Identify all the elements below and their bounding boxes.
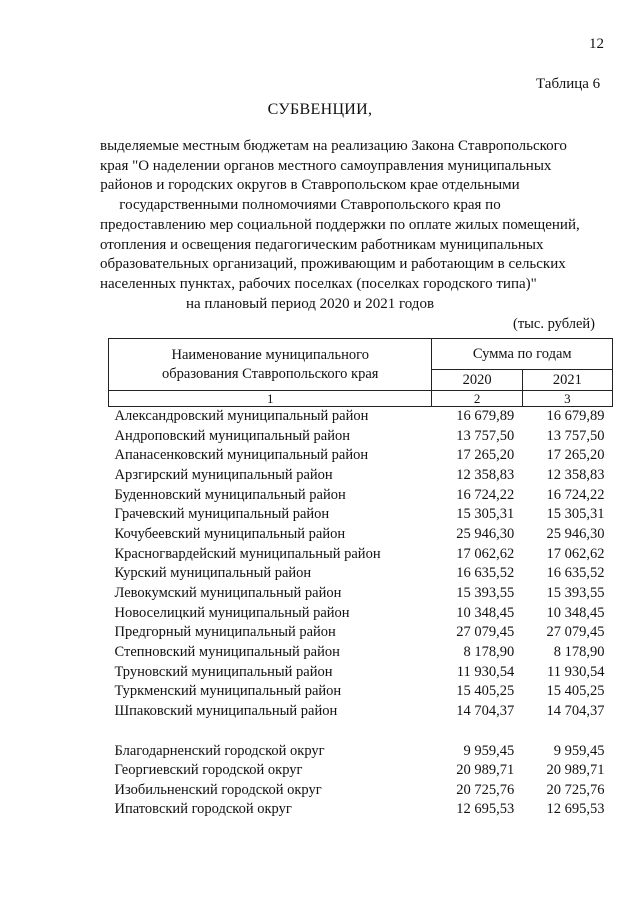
table-row bbox=[109, 761, 613, 781]
municipality-name: Левокумский муниципальный район bbox=[114, 584, 342, 601]
value-2021: 12 695,53 bbox=[546, 801, 605, 818]
municipality-name: Шпаковский муниципальный район bbox=[114, 702, 338, 719]
table-row bbox=[109, 682, 613, 702]
value-2021: 14 704,37 bbox=[546, 702, 605, 719]
table-row bbox=[109, 446, 613, 466]
value-2020: 17 062,62 bbox=[456, 545, 515, 562]
header-name-line1: Наименование муниципального bbox=[171, 346, 369, 363]
value-2020: 16 679,89 bbox=[456, 408, 515, 424]
value-2020: 20 725,76 bbox=[456, 781, 515, 798]
municipality-name: Труновский муниципальный район bbox=[114, 663, 333, 680]
value-2021: 20 989,71 bbox=[546, 762, 605, 779]
header-year-2020: 2020 bbox=[432, 370, 522, 391]
value-2020: 25 946,30 bbox=[456, 525, 515, 542]
description-line: населенных пунктах, рабочих поселках (поселках городского типа)" bbox=[100, 275, 537, 292]
municipality-name: Грачевский муниципальный район bbox=[114, 506, 330, 523]
table-row bbox=[109, 781, 613, 801]
value-2020: 16 724,22 bbox=[456, 486, 515, 503]
municipality-name: Степновский муниципальный район bbox=[114, 643, 340, 660]
value-2021: 15 393,55 bbox=[546, 584, 605, 601]
description-line: предоставлению мер социальной поддержки по оплате жилых помещений, bbox=[100, 216, 580, 233]
page-number: 12 bbox=[589, 36, 604, 52]
municipality-name: Курский муниципальный район bbox=[114, 565, 312, 582]
value-2020: 20 989,71 bbox=[456, 762, 515, 779]
header-name-line2: образования Ставропольского края bbox=[162, 365, 379, 382]
value-2021: 12 358,83 bbox=[546, 466, 605, 483]
value-2020: 15 393,55 bbox=[456, 584, 515, 601]
value-2020: 12 695,53 bbox=[456, 801, 515, 818]
header-sum-by-years: Сумма по годам bbox=[432, 339, 613, 370]
value-2020: 15 405,25 bbox=[456, 683, 515, 700]
table-row bbox=[109, 604, 613, 624]
value-2021: 16 679,89 bbox=[546, 408, 605, 424]
municipality-name: Кочубеевский муниципальный район bbox=[114, 525, 346, 542]
header-year-2021: 2021 bbox=[522, 370, 612, 391]
units-label: (тыс. рублей) bbox=[513, 316, 595, 332]
document-description bbox=[100, 137, 580, 314]
value-2020: 17 265,20 bbox=[456, 447, 515, 464]
table-row bbox=[109, 545, 613, 565]
table-row bbox=[109, 742, 613, 762]
value-2020: 10 348,45 bbox=[456, 604, 515, 621]
value-2021: 15 305,31 bbox=[546, 506, 605, 523]
group-spacer bbox=[109, 722, 613, 742]
value-2021: 20 725,76 bbox=[546, 781, 605, 798]
value-2021: 27 079,45 bbox=[546, 624, 605, 641]
municipality-name: Туркменский муниципальный район bbox=[114, 683, 342, 700]
table-row bbox=[109, 466, 613, 486]
municipality-name: Апанасенковский муниципальный район bbox=[114, 447, 369, 464]
municipality-name: Андроповский муниципальный район bbox=[114, 427, 350, 444]
document-title: СУБВЕНЦИИ, bbox=[267, 101, 373, 118]
value-2021: 17 265,20 bbox=[546, 447, 605, 464]
value-2021: 16 635,52 bbox=[546, 565, 605, 582]
description-line: на плановый период 2020 и 2021 годов bbox=[185, 295, 435, 312]
municipality-name: Предгорный муниципальный район bbox=[114, 624, 336, 641]
table-row bbox=[109, 525, 613, 545]
value-2020: 8 178,90 bbox=[463, 643, 515, 660]
table-row bbox=[109, 623, 613, 643]
subsidies-table bbox=[108, 338, 613, 820]
value-2021: 10 348,45 bbox=[546, 604, 605, 621]
value-2020: 12 358,83 bbox=[456, 466, 515, 483]
value-2021: 13 757,50 bbox=[546, 427, 605, 444]
value-2021: 15 405,25 bbox=[546, 683, 605, 700]
table-row bbox=[109, 663, 613, 683]
value-2021: 17 062,62 bbox=[546, 545, 605, 562]
value-2021: 11 930,54 bbox=[547, 663, 605, 680]
table-row bbox=[109, 800, 613, 820]
table-row bbox=[109, 702, 613, 722]
header-index-2: 2 bbox=[432, 391, 522, 407]
municipality-name: Новоселицкий муниципальный район bbox=[114, 604, 350, 621]
table-row bbox=[109, 584, 613, 604]
table-row bbox=[109, 564, 613, 584]
municipality-name: Буденновский муниципальный район bbox=[114, 486, 346, 503]
table-row bbox=[109, 407, 613, 427]
table-label: Таблица 6 bbox=[536, 76, 601, 92]
description-line: образовательных организаций, проживающим и работающим в сельских bbox=[100, 256, 566, 273]
description-line: государственными полномочиями Ставропольского края по bbox=[119, 197, 501, 214]
value-2020: 11 930,54 bbox=[456, 663, 515, 680]
table-row bbox=[109, 505, 613, 525]
description-line: районов и городских округов в Ставропольском крае отдельными bbox=[100, 177, 520, 194]
value-2021: 16 724,22 bbox=[546, 486, 605, 503]
value-2021: 9 959,45 bbox=[553, 742, 605, 759]
municipality-name: Благодарненский городской округ bbox=[114, 742, 325, 759]
header-index-3: 3 bbox=[522, 391, 612, 407]
value-2021: 25 946,30 bbox=[546, 525, 605, 542]
municipality-name: Красногвардейский муниципальный район bbox=[114, 545, 381, 562]
municipality-name: Ипатовский городской округ bbox=[114, 801, 292, 818]
description-line: выделяемые местным бюджетам на реализацию Закона Ставропольского bbox=[100, 138, 567, 154]
value-2021: 8 178,90 bbox=[553, 643, 605, 660]
header-name-column bbox=[109, 339, 432, 391]
municipality-name: Арзгирский муниципальный район bbox=[114, 466, 333, 483]
municipality-name: Изобильненский городской округ bbox=[114, 781, 322, 798]
description-line: края "О наделении органов местного самоуправления муниципальных bbox=[100, 157, 552, 174]
value-2020: 9 959,45 bbox=[463, 742, 515, 759]
header-index-1: 1 bbox=[109, 391, 432, 407]
municipality-name: Георгиевский городской округ bbox=[114, 762, 303, 779]
value-2020: 27 079,45 bbox=[456, 624, 515, 641]
table-row bbox=[109, 643, 613, 663]
table-row bbox=[109, 486, 613, 506]
value-2020: 16 635,52 bbox=[456, 565, 515, 582]
table-row bbox=[109, 427, 613, 447]
value-2020: 14 704,37 bbox=[456, 702, 515, 719]
description-line: отопления и освещения педагогическим работникам муниципальных bbox=[100, 236, 544, 253]
municipality-name: Александровский муниципальный район bbox=[114, 408, 369, 424]
value-2020: 13 757,50 bbox=[456, 427, 515, 444]
value-2020: 15 305,31 bbox=[456, 506, 515, 523]
